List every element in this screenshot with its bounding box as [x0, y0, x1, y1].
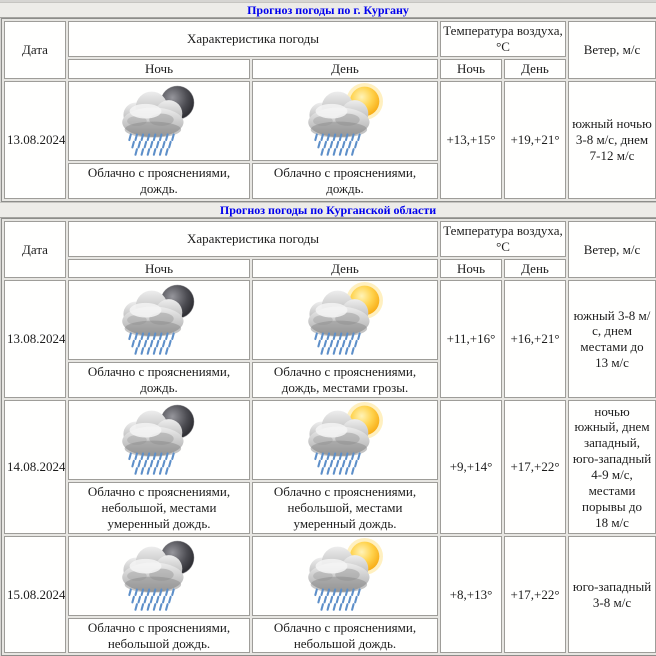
subheader-day: День — [252, 259, 438, 279]
day-icon-cell — [252, 400, 438, 480]
temp-day-cell: +17,+22° — [504, 400, 566, 534]
section-title-city: Прогноз погоды по г. Кургану — [0, 2, 656, 18]
date-cell: 14.08.2024 — [4, 400, 66, 534]
wind-cell: южный ночью 3-8 м/с, днем 7-12 м/с — [568, 81, 656, 199]
temp-night-cell: +8,+13° — [440, 536, 502, 654]
cloud-sun-rain-icon — [293, 83, 397, 159]
subheader-temp-night: Ночь — [440, 59, 502, 79]
subheader-temp-night: Ночь — [440, 259, 502, 279]
cloud-sun-rain-icon — [293, 282, 397, 358]
day-description: Облачно с прояснениями, дождь, местами грозы. — [252, 362, 438, 398]
cloud-sun-rain-icon — [293, 402, 397, 478]
table-row — [4, 400, 656, 480]
date-cell: 13.08.2024 — [4, 81, 66, 199]
header-wind: Ветер, м/с — [568, 21, 656, 79]
temp-night-cell: +13,+15° — [440, 81, 502, 199]
cloud-sun-rain-icon — [293, 538, 397, 614]
header-date: Дата — [4, 21, 66, 79]
cloud-moon-rain-icon — [107, 402, 211, 478]
wind-cell: южный 3-8 м/с, днем местами до 13 м/с — [568, 280, 656, 398]
forecast-table-city — [1, 18, 656, 202]
night-icon-cell — [68, 280, 250, 360]
night-icon-cell — [68, 81, 250, 161]
subheader-day: День — [252, 59, 438, 79]
temp-day-cell: +19,+21° — [504, 81, 566, 199]
night-icon-cell — [68, 400, 250, 480]
temp-day-cell: +16,+21° — [504, 280, 566, 398]
wind-cell: ночью южный, днем западный, юго-западный 4-9 м/с, местами порывы до 18 м/с — [568, 400, 656, 534]
temp-night-cell: +11,+16° — [440, 280, 502, 398]
day-icon-cell — [252, 536, 438, 616]
day-description: Облачно с прояснениями, небольшой дождь. — [252, 618, 438, 654]
table-row — [4, 81, 656, 161]
subheader-temp-day: День — [504, 259, 566, 279]
table-row — [4, 280, 656, 360]
night-description: Облачно с прояснениями, небольшой дождь. — [68, 618, 250, 654]
cloud-moon-rain-icon — [107, 83, 211, 159]
header-wind: Ветер, м/с — [568, 221, 656, 279]
subheader-night: Ночь — [68, 59, 250, 79]
day-description: Облачно с прояснениями, небольшой, местами умеренный дождь. — [252, 482, 438, 534]
table-row — [4, 536, 656, 616]
cloud-moon-rain-icon — [107, 282, 211, 358]
date-cell: 13.08.2024 — [4, 280, 66, 398]
header-date: Дата — [4, 221, 66, 279]
date-cell: 15.08.2024 — [4, 536, 66, 654]
header-characteristics: Характеристика погоды — [68, 221, 438, 257]
day-icon-cell — [252, 280, 438, 360]
temp-day-cell: +17,+22° — [504, 536, 566, 654]
day-description: Облачно с прояснениями, дождь. — [252, 163, 438, 199]
header-characteristics: Характеристика погоды — [68, 21, 438, 57]
temp-night-cell: +9,+14° — [440, 400, 502, 534]
night-description: Облачно с прояснениями, дождь. — [68, 163, 250, 199]
forecast-table-region — [1, 218, 656, 656]
night-description: Облачно с прояснениями, небольшой, местами умеренный дождь. — [68, 482, 250, 534]
header-temperature: Температура воздуха, °С — [440, 21, 566, 57]
subheader-temp-day: День — [504, 59, 566, 79]
section-title-region: Прогноз погоды по Курганской области — [0, 202, 656, 218]
cloud-moon-rain-icon — [107, 538, 211, 614]
header-temperature: Температура воздуха, °С — [440, 221, 566, 257]
wind-cell: юго-западный 3-8 м/с — [568, 536, 656, 654]
night-description: Облачно с прояснениями, дождь. — [68, 362, 250, 398]
night-icon-cell — [68, 536, 250, 616]
day-icon-cell — [252, 81, 438, 161]
subheader-night: Ночь — [68, 259, 250, 279]
